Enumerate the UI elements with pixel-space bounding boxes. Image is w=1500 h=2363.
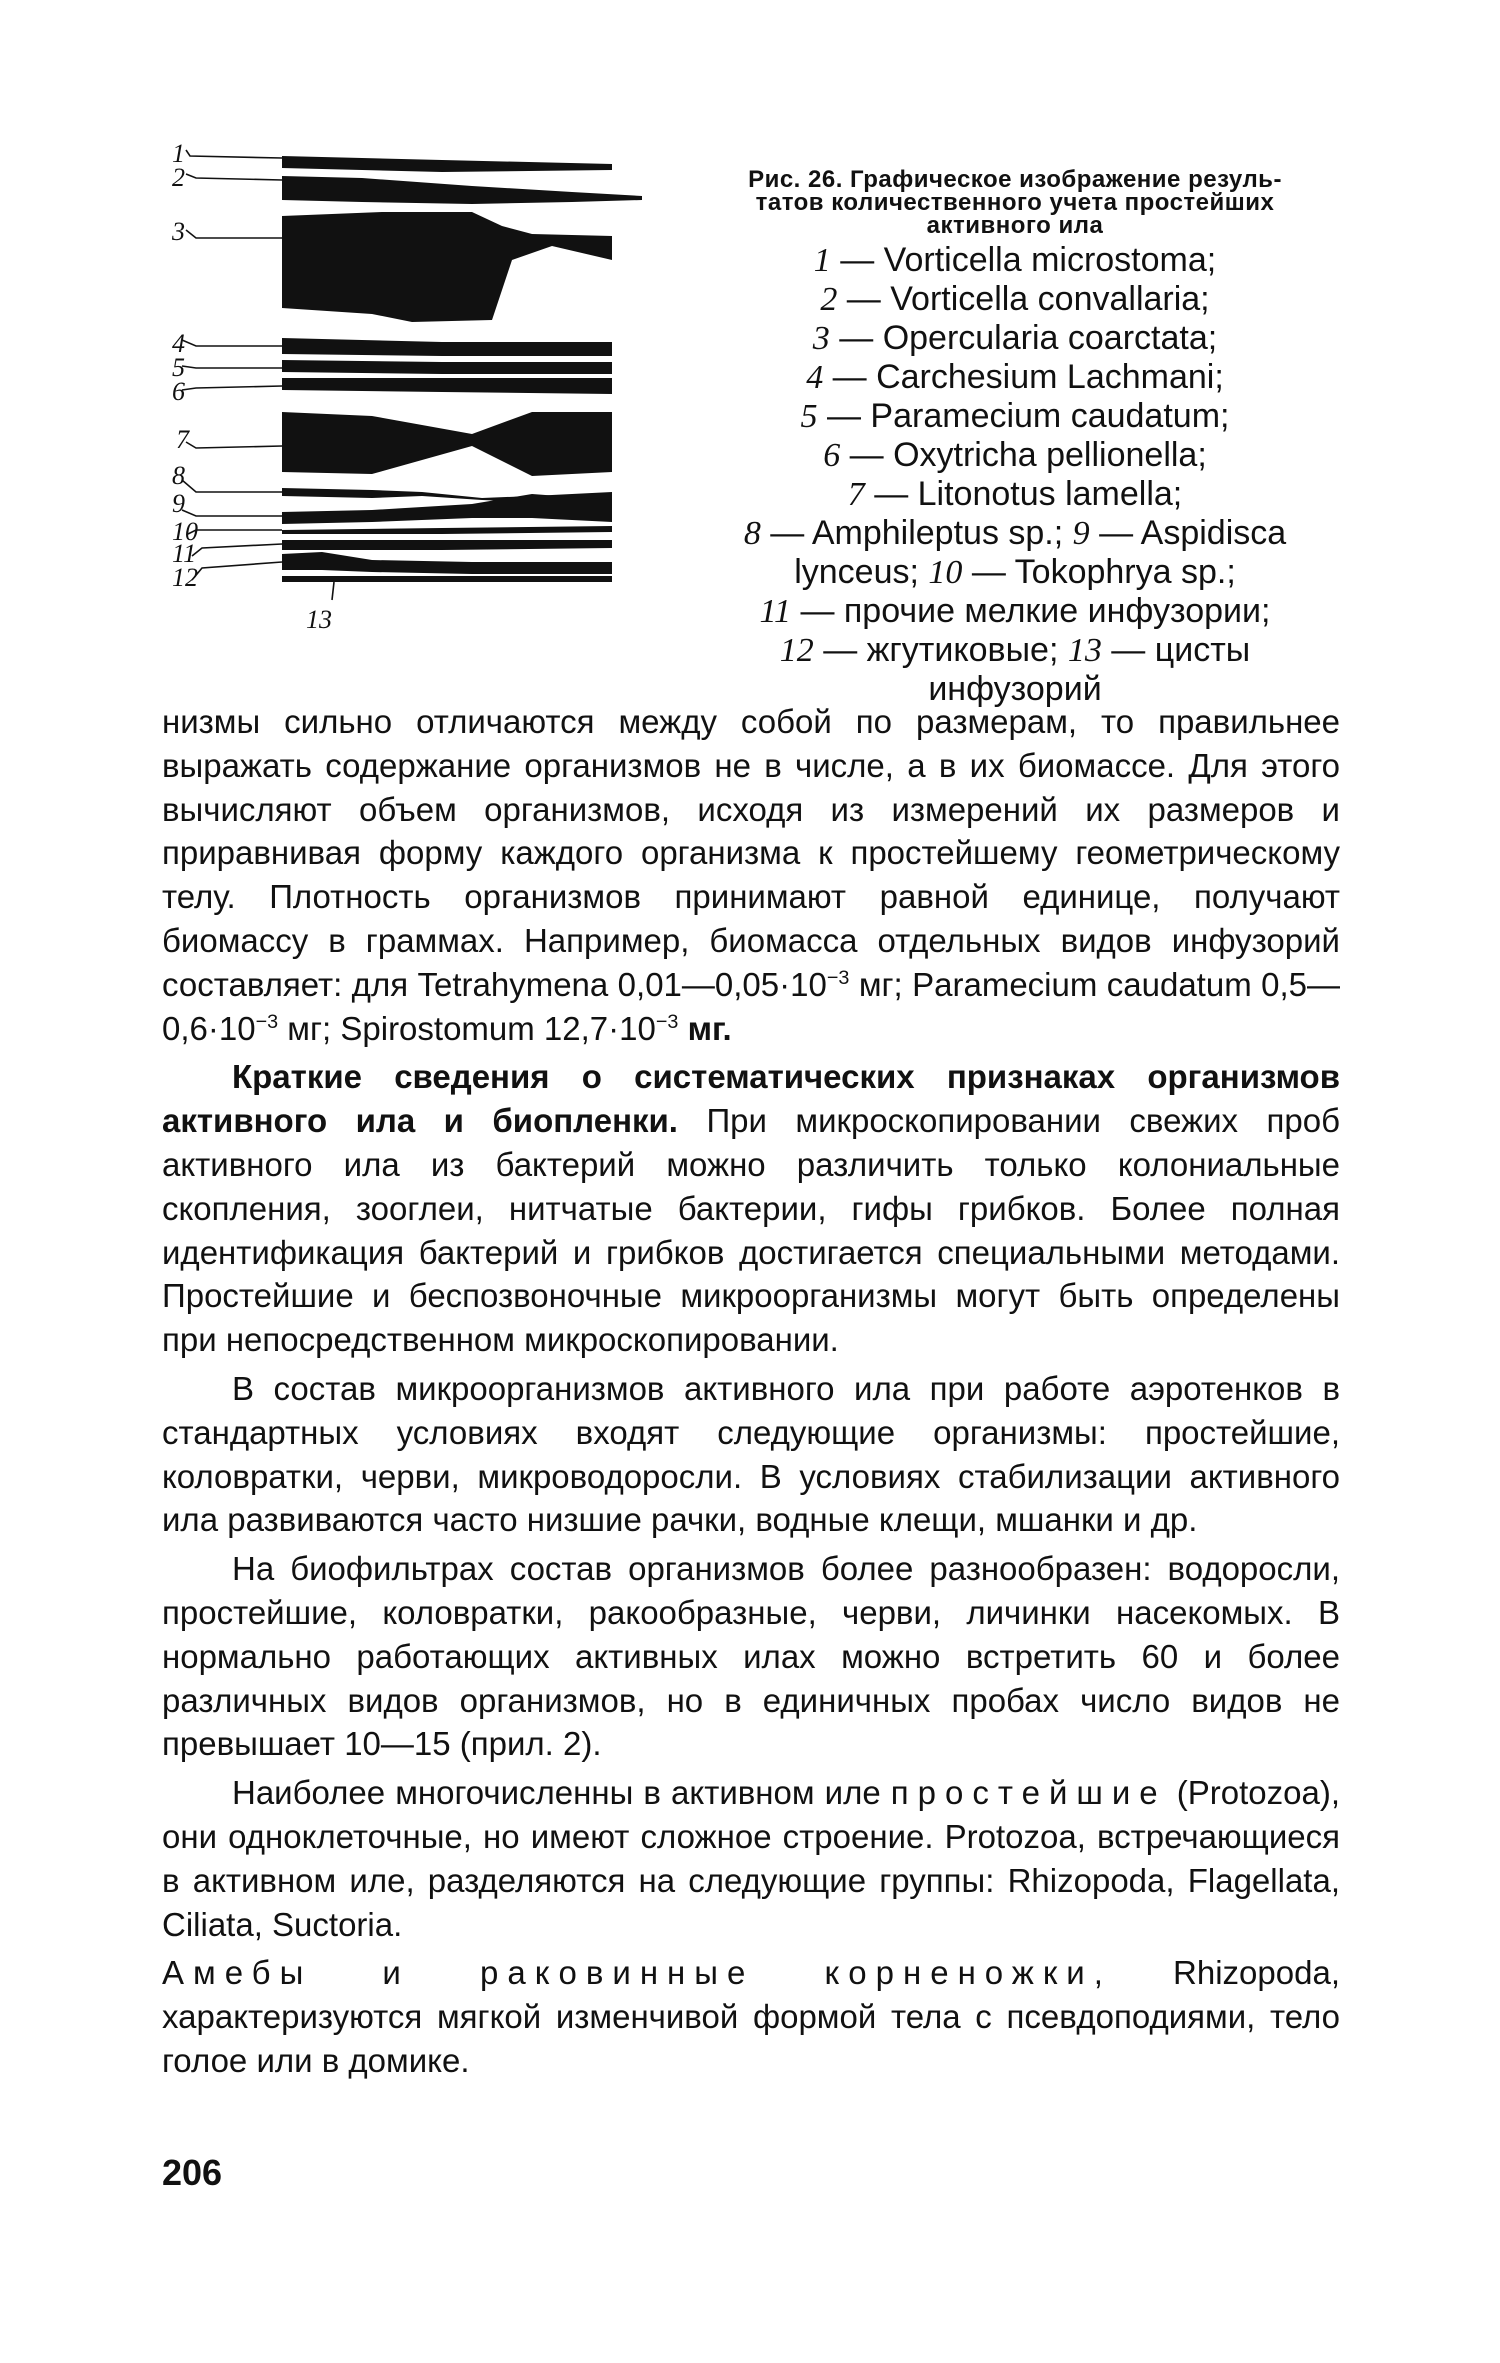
paragraph-protozoa: Наиболее многочисленны в активном иле простейшие (Protozoa), они одноклеточные, но имеют сложное строение. Protozoa, встречающиеся в активном иле, разделяются на следующие группы: Rhizopoda, Flagellata, Ciliata, Suctoria.: [162, 1774, 1340, 1943]
legend-number: 7: [847, 476, 865, 513]
legend-number: 10: [928, 554, 963, 591]
page-number: 206: [162, 2152, 223, 2193]
figure-label-12: 12: [172, 563, 198, 592]
legend-line: [690, 241, 1340, 280]
protozoa-abundance-figure: [172, 142, 712, 682]
figure-label-3: 3: [172, 217, 185, 246]
band-5: [282, 360, 612, 374]
band-12: [282, 552, 612, 574]
figure-label-10: 10: [172, 517, 198, 546]
legend-text: — Amphileptus sp.;: [760, 514, 1073, 552]
legend-line: [690, 514, 1340, 553]
band-13: [282, 576, 612, 582]
abundance-band-diagram: [172, 142, 712, 682]
legend-text: — прочие мелкие инфузории;: [791, 592, 1271, 630]
legend-text: — Vorticella microstoma;: [830, 241, 1217, 279]
figure-label-5: 5: [172, 353, 185, 382]
legend-line: [690, 397, 1340, 436]
band-3: [282, 212, 612, 322]
legend-text: — Aspidisca: [1089, 514, 1287, 552]
caption-legend: [690, 241, 1340, 709]
legend-line: [690, 475, 1340, 514]
band-2: [282, 176, 642, 204]
legend-text: — жгутиковые;: [813, 631, 1068, 669]
figure-label-4: 4: [172, 329, 185, 358]
legend-line: [690, 358, 1340, 397]
figure-label-11: 11: [172, 539, 197, 568]
legend-text: — Opercularia coarctata;: [829, 319, 1218, 357]
legend-line: [690, 280, 1340, 319]
legend-number: 9: [1072, 515, 1090, 552]
legend-number: 1: [813, 242, 831, 279]
legend-text: — цисты: [1101, 631, 1251, 669]
legend-text: — Carchesium Lachmani;: [823, 358, 1224, 396]
legend-number: 5: [800, 398, 818, 435]
figure-label-2: 2: [172, 163, 185, 192]
paragraph-aerotanks: В состав микроорганизмов активного ила при работе аэротенков в стандартных условиях входят следующие организмы: простейшие, коловратки, черви, микроводоросли. В условиях стабилизации активного ила развиваются часто низшие рачки, водные клещи, мшанки и др.: [162, 1369, 1340, 1539]
figure-label-13: 13: [306, 605, 332, 634]
legend-number: 4: [806, 359, 824, 396]
band-10: [282, 526, 612, 534]
band-7: [282, 412, 612, 476]
legend-text: — Litonotus lamella;: [864, 475, 1183, 513]
legend-line: [690, 319, 1340, 358]
legend-text: lynceus;: [794, 553, 929, 591]
legend-number: 3: [812, 320, 830, 357]
legend-line: [690, 553, 1340, 592]
figure-label-8: 8: [172, 461, 185, 490]
legend-number: 11: [759, 593, 791, 630]
legend-number: 2: [820, 281, 838, 318]
figure-label-1: 1: [172, 142, 185, 168]
legend-number: 6: [823, 437, 841, 474]
band-1: [282, 156, 612, 172]
band-11: [282, 540, 612, 550]
paragraph-systematics: Краткие сведения о систематических признаках организмов активного ила и биопленки. При микроскопировании свежих проб активного ила из бактерий можно различить только колониальные скопления, зооглеи, нитчатые бактерии, гифы грибков. Более полная идентификация бактерий и грибков достигается специальными методами. Простейшие и беспозвоночные микроорганизмы могут быть определены при непосредственном микроскопировании.: [162, 1058, 1340, 1359]
figure-label-6: 6: [172, 377, 185, 406]
legend-line: [690, 592, 1340, 631]
legend-text: — Tokophrya sp.;: [962, 553, 1236, 591]
paragraph-biofilters: На биофильтрах состав организмов более разнообразен: водоросли, простейшие, коловратки, ракообразные, черви, личинки насекомых. В нормально работающих активных илах можно встретить 60 и более различных видов организмов, но в единичных пробах число видов не превышает 10—15 (прил. 2).: [162, 1550, 1340, 1763]
legend-line: [690, 436, 1340, 475]
paragraph-rhizopoda: Амебы и раковинные корненожки, Rhizopoda, характеризуются мягкой изменчивой формой тела с псевдоподиями, тело голое или в домике.: [162, 1954, 1340, 2079]
legend-line: [690, 631, 1340, 670]
caption-title: Рис. 26. Графическое изображение резуль- татов количественного учета простейших активного ила: [748, 166, 1282, 239]
band-9: [282, 494, 612, 524]
figure-caption: [690, 168, 1340, 709]
legend-number: 13: [1067, 632, 1102, 669]
legend-number: 12: [779, 632, 814, 669]
legend-text: инфузорий: [928, 670, 1102, 708]
band-4: [282, 338, 612, 356]
legend-number: 8: [743, 515, 761, 552]
paragraph-biomass: низмы сильно отличаются между собой по размерам, то правильнее выражать содержание организмов не в числе, а в их биомассе. Для этого вычисляют объем организмов, исходя из измерений их размеров и приравнивая форму каждого организма к простейшему геометрическому телу. Плотность организмов принимают равной единице, получают биомассу в граммах. Например, биомасса отдельных видов инфузорий составляет: для Tetrahymena $0,01—0,05\cdot 10^{-3}$ мг; Paramecium caudatum $0,5—0,6\cdot 10^{-3}$ мг; Spirostomum $12,7\cdot 10^{-3}$ мг.: [162, 703, 1340, 1047]
legend-text: — Paramecium caudatum;: [817, 397, 1230, 435]
figure-label-9: 9: [172, 489, 185, 518]
figure-label-7: 7: [176, 425, 189, 454]
band-6: [282, 378, 612, 394]
body-text: [162, 700, 1340, 2088]
legend-text: — Vorticella convallaria;: [837, 280, 1210, 318]
legend-text: — Oxytricha pellionella;: [840, 436, 1207, 474]
